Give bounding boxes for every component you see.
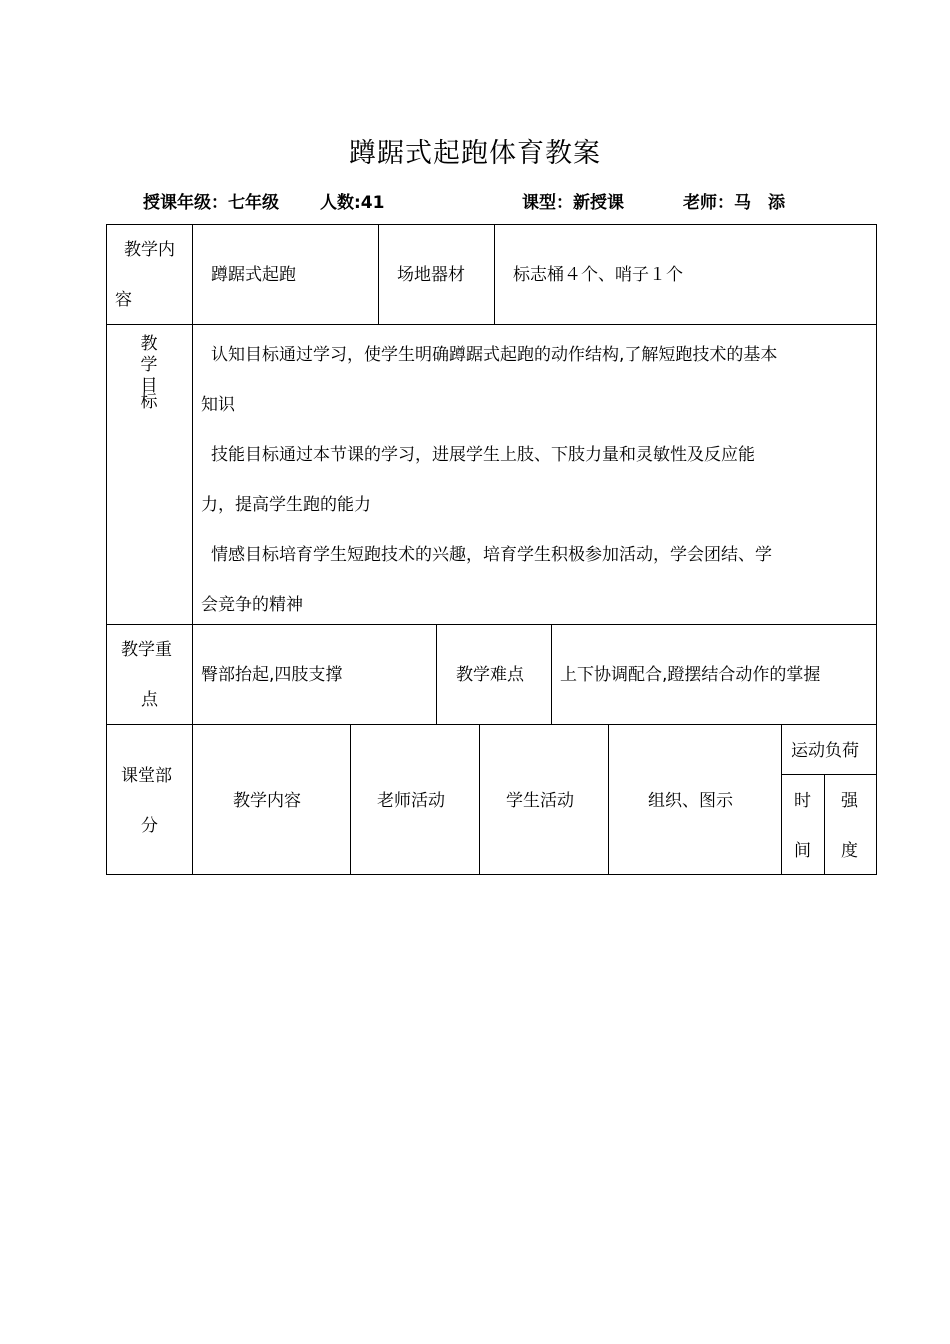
column-divider bbox=[479, 724, 480, 875]
column-divider bbox=[378, 224, 379, 325]
column-divider bbox=[494, 224, 495, 325]
key-points-label-line1: 教学重 bbox=[121, 640, 172, 660]
row-divider bbox=[106, 624, 877, 625]
column-header-intensity-2: 度 bbox=[841, 841, 858, 861]
column-divider bbox=[350, 724, 351, 875]
objectives-label-char-4: 标 bbox=[140, 392, 158, 412]
skill-objective-line2: 力，提高学生跑的能力 bbox=[201, 495, 371, 515]
column-header-load: 运动负荷 bbox=[791, 741, 859, 761]
row-divider bbox=[781, 774, 877, 775]
row-divider bbox=[106, 724, 877, 725]
lesson-type-field: 课型：新授课 bbox=[522, 193, 624, 213]
column-divider bbox=[608, 724, 609, 875]
difficulty-value: 上下协调配合,蹬摆结合动作的掌握 bbox=[560, 665, 821, 685]
skill-objective-line1: 技能目标通过本节课的学习，进展学生上肢、下肢力量和灵敏性及反应能 bbox=[211, 445, 755, 465]
grade-field: 授课年级：七年级 bbox=[143, 193, 279, 213]
column-header-content: 教学内容 bbox=[233, 791, 301, 811]
row-divider bbox=[106, 324, 877, 325]
objectives-label-char-3: 目 bbox=[140, 376, 158, 396]
cognitive-objective-line1: 认知目标通过学习，使学生明确蹲踞式起跑的动作结构,了解短跑技术的基本 bbox=[211, 345, 778, 365]
column-divider bbox=[781, 724, 782, 875]
column-header-teacher: 老师活动 bbox=[377, 791, 445, 811]
column-header-intensity-1: 强 bbox=[841, 791, 858, 811]
objectives-label-char-2: 学 bbox=[140, 355, 158, 375]
column-header-student: 学生活动 bbox=[506, 791, 574, 811]
teaching-content-value: 蹲踞式起跑 bbox=[211, 265, 296, 285]
table-border-right bbox=[876, 224, 877, 875]
document-title: 蹲踞式起跑体育教案 bbox=[349, 138, 601, 169]
table-border-top bbox=[106, 224, 877, 225]
emotion-objective-line2: 会竞争的精神 bbox=[201, 595, 303, 615]
column-divider bbox=[192, 224, 193, 875]
teacher-field: 老师：马 添 bbox=[683, 193, 785, 213]
column-divider bbox=[551, 624, 552, 725]
equipment-value: 标志桶４个、哨子１个 bbox=[513, 265, 683, 285]
column-divider bbox=[824, 774, 825, 875]
teaching-content-label-line1: 教学内 bbox=[124, 240, 175, 260]
column-header-time-2: 间 bbox=[794, 841, 811, 861]
teaching-content-label-line2: 容 bbox=[115, 290, 132, 310]
column-header-organization: 组织、图示 bbox=[648, 791, 733, 811]
student-count-field: 人数:41 bbox=[320, 193, 385, 213]
table-border-left bbox=[106, 224, 107, 875]
section-label-line2: 分 bbox=[141, 816, 158, 836]
table-border-bottom bbox=[106, 874, 877, 875]
equipment-label: 场地器材 bbox=[397, 265, 465, 285]
column-header-time-1: 时 bbox=[794, 791, 811, 811]
key-points-value: 臀部抬起,四肢支撑 bbox=[201, 665, 343, 685]
column-divider bbox=[436, 624, 437, 725]
key-points-label-line2: 点 bbox=[141, 690, 158, 710]
objectives-label-char-1: 教 bbox=[140, 334, 158, 354]
cognitive-objective-line2: 知识 bbox=[201, 395, 235, 415]
difficulty-label: 教学难点 bbox=[456, 665, 524, 685]
section-label-line1: 课堂部 bbox=[121, 766, 172, 786]
emotion-objective-line1: 情感目标培育学生短跑技术的兴趣，培育学生积极参加活动，学会团结、学 bbox=[211, 545, 772, 565]
